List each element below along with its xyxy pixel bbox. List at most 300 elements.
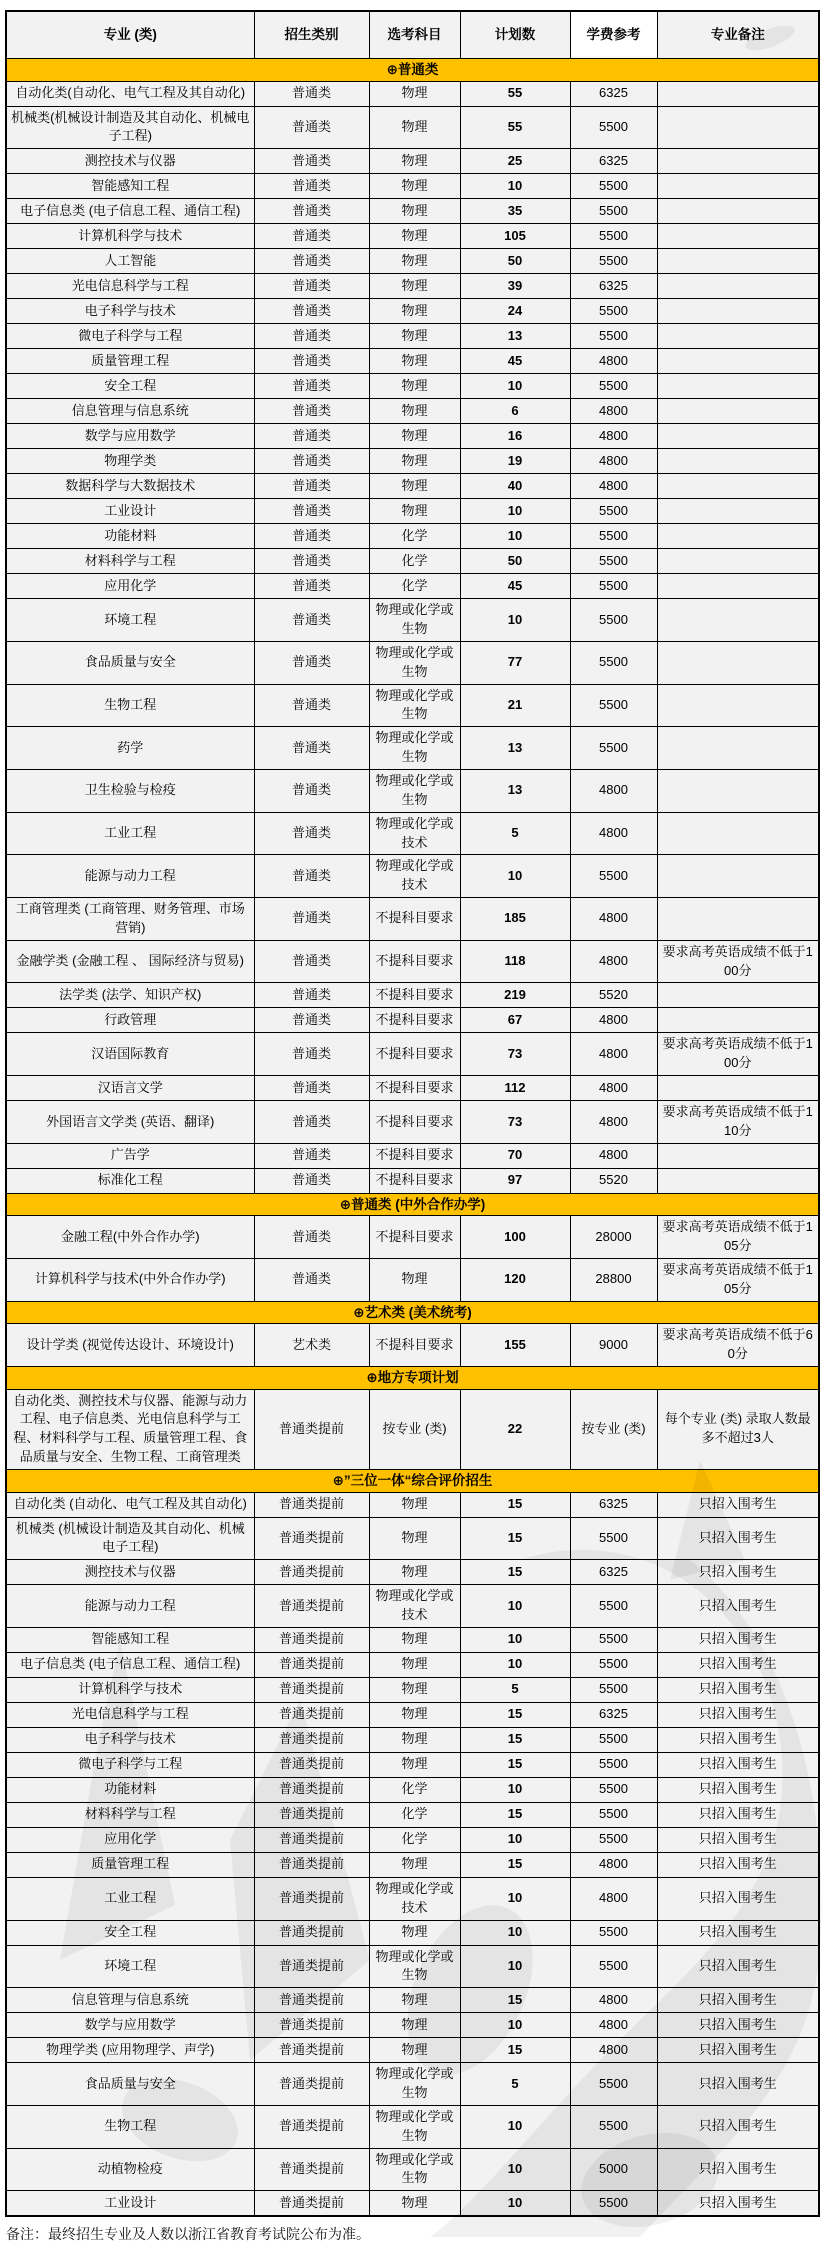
cell-major: 标准化工程 [6, 1168, 254, 1193]
table-header-row [6, 11, 819, 59]
cell-category: 普通类提前 [254, 2148, 369, 2191]
section-header[interactable] [6, 1301, 819, 1324]
cell-subjects: 物理或化学或技术 [369, 855, 460, 898]
table-row [6, 727, 819, 770]
section-header[interactable] [6, 1193, 819, 1216]
cell-subjects: 物理或化学或生物 [369, 2105, 460, 2148]
table-row [6, 106, 819, 149]
cell-plan: 40 [460, 474, 570, 499]
cell-plan: 185 [460, 898, 570, 941]
cell-fee: 5500 [570, 2105, 657, 2148]
cell-note: 只招入围考生 [657, 1877, 819, 1920]
cell-note [657, 449, 819, 474]
cell-major: 光电信息科学与工程 [6, 274, 254, 299]
cell-major: 汉语言文学 [6, 1076, 254, 1101]
cell-plan: 10 [460, 1777, 570, 1802]
cell-plan: 155 [460, 1324, 570, 1367]
cell-note: 只招入围考生 [657, 2038, 819, 2063]
cell-note [657, 1076, 819, 1101]
column-header-subjects: 选考科目 [369, 11, 460, 59]
cell-subjects: 物理 [369, 224, 460, 249]
cell-category: 普通类提前 [254, 1752, 369, 1777]
table-row [6, 2063, 819, 2106]
cell-category: 普通类提前 [254, 2191, 369, 2217]
cell-major: 工商管理类 (工商管理、财务管理、市场营销) [6, 898, 254, 941]
cell-note: 要求高考英语成绩不低于60分 [657, 1324, 819, 1367]
section-title: 普通类 [397, 62, 439, 77]
cell-note: 只招入围考生 [657, 1852, 819, 1877]
cell-fee: 4800 [570, 812, 657, 855]
cell-plan: 5 [460, 1677, 570, 1702]
cell-category: 普通类提前 [254, 1517, 369, 1560]
cell-plan: 15 [460, 2038, 570, 2063]
cell-category: 普通类 [254, 574, 369, 599]
cell-subjects: 物理 [369, 1727, 460, 1752]
cell-note [657, 770, 819, 813]
cell-category: 普通类提前 [254, 2105, 369, 2148]
table-row [6, 1389, 819, 1469]
cell-note: 要求高考英语成绩不低于105分 [657, 1216, 819, 1259]
cell-fee: 4800 [570, 2013, 657, 2038]
cell-subjects: 物理或化学或技术 [369, 1877, 460, 1920]
cell-fee: 6325 [570, 149, 657, 174]
cell-note [657, 727, 819, 770]
cell-note: 只招入围考生 [657, 1777, 819, 1802]
cell-subjects: 物理或化学或生物 [369, 599, 460, 642]
cell-category: 普通类 [254, 1168, 369, 1193]
cell-fee: 5500 [570, 1802, 657, 1827]
cell-plan: 219 [460, 983, 570, 1008]
cell-major: 计算机科学与技术 [6, 1677, 254, 1702]
cell-category: 普通类提前 [254, 1852, 369, 1877]
cell-note [657, 299, 819, 324]
cell-category: 普通类提前 [254, 1877, 369, 1920]
cell-subjects: 不提科目要求 [369, 1076, 460, 1101]
cell-plan: 55 [460, 106, 570, 149]
cell-fee: 4800 [570, 1143, 657, 1168]
cell-subjects: 物理 [369, 274, 460, 299]
cell-category: 普通类提前 [254, 1945, 369, 1988]
cell-subjects: 物理 [369, 1988, 460, 2013]
cell-note: 只招入围考生 [657, 1492, 819, 1517]
table-row [6, 855, 819, 898]
cell-major: 物理学类 (应用物理学、声学) [6, 2038, 254, 2063]
cell-major: 材料科学与工程 [6, 549, 254, 574]
cell-note [657, 474, 819, 499]
cell-fee: 4800 [570, 349, 657, 374]
cell-category: 普通类提前 [254, 1777, 369, 1802]
cell-note [657, 898, 819, 941]
table-row [6, 224, 819, 249]
table-row [6, 1008, 819, 1033]
cell-major: 质量管理工程 [6, 349, 254, 374]
cell-category: 普通类 [254, 424, 369, 449]
table-row [6, 1585, 819, 1628]
section-header[interactable] [6, 1367, 819, 1390]
cell-category: 普通类 [254, 474, 369, 499]
cell-subjects: 物理 [369, 1752, 460, 1777]
cell-plan: 10 [460, 1627, 570, 1652]
section-title: 地方专项计划 [377, 1370, 459, 1385]
cell-category: 普通类 [254, 449, 369, 474]
table-row [6, 983, 819, 1008]
cell-major: 工业工程 [6, 812, 254, 855]
cell-plan: 13 [460, 727, 570, 770]
cell-fee: 4800 [570, 940, 657, 983]
table-row [6, 199, 819, 224]
table-row [6, 324, 819, 349]
cell-subjects: 物理 [369, 399, 460, 424]
cell-subjects: 物理 [369, 349, 460, 374]
table-row [6, 1920, 819, 1945]
cell-fee: 5500 [570, 549, 657, 574]
cell-plan: 24 [460, 299, 570, 324]
table-row [6, 1076, 819, 1101]
column-header-note: 专业备注 [657, 11, 819, 59]
cell-plan: 16 [460, 424, 570, 449]
cell-major: 光电信息科学与工程 [6, 1702, 254, 1727]
cell-plan: 15 [460, 1852, 570, 1877]
cell-major: 应用化学 [6, 574, 254, 599]
cell-category: 普通类 [254, 399, 369, 424]
cell-category: 普通类提前 [254, 2013, 369, 2038]
cell-note: 要求高考英语成绩不低于100分 [657, 1033, 819, 1076]
cell-major: 安全工程 [6, 374, 254, 399]
cell-fee: 5500 [570, 174, 657, 199]
table-row [6, 684, 819, 727]
cell-plan: 15 [460, 1727, 570, 1752]
cell-subjects: 物理 [369, 2191, 460, 2217]
cell-subjects: 物理或化学或生物 [369, 727, 460, 770]
cell-fee: 5500 [570, 249, 657, 274]
cell-note [657, 349, 819, 374]
cell-subjects: 物理 [369, 424, 460, 449]
table-row [6, 1216, 819, 1259]
cell-category: 普通类 [254, 81, 369, 106]
cell-category: 普通类 [254, 1216, 369, 1259]
table-row [6, 249, 819, 274]
cell-subjects: 物理 [369, 1652, 460, 1677]
cell-fee: 5520 [570, 983, 657, 1008]
cell-major: 汉语国际教育 [6, 1033, 254, 1076]
cell-note [657, 599, 819, 642]
cell-fee: 4800 [570, 474, 657, 499]
cell-plan: 45 [460, 574, 570, 599]
cell-plan: 39 [460, 274, 570, 299]
cell-fee: 6325 [570, 274, 657, 299]
cell-plan: 70 [460, 1143, 570, 1168]
table-row [6, 1033, 819, 1076]
cell-major: 药学 [6, 727, 254, 770]
cell-major: 功能材料 [6, 1777, 254, 1802]
cell-note [657, 424, 819, 449]
cell-plan: 10 [460, 524, 570, 549]
cell-subjects: 物理或化学或生物 [369, 1945, 460, 1988]
cell-plan: 22 [460, 1389, 570, 1469]
table-row [6, 1652, 819, 1677]
cell-major: 测控技术与仪器 [6, 1560, 254, 1585]
table-row [6, 812, 819, 855]
cell-subjects: 化学 [369, 1802, 460, 1827]
cell-subjects: 物理 [369, 174, 460, 199]
cell-subjects: 物理或化学或技术 [369, 812, 460, 855]
cell-subjects: 物理 [369, 249, 460, 274]
cell-category: 普通类提前 [254, 1802, 369, 1827]
table-row [6, 399, 819, 424]
cell-fee: 4800 [570, 1101, 657, 1144]
cell-plan: 15 [460, 1802, 570, 1827]
cell-category: 普通类 [254, 499, 369, 524]
cell-note: 只招入围考生 [657, 2063, 819, 2106]
cell-fee: 4800 [570, 1988, 657, 2013]
cell-major: 测控技术与仪器 [6, 149, 254, 174]
cell-major: 自动化类(自动化、电气工程及其自动化) [6, 81, 254, 106]
cell-category: 普通类 [254, 199, 369, 224]
cell-fee: 4800 [570, 1852, 657, 1877]
collapse-toggle-icon[interactable]: ⊕ [386, 62, 398, 77]
cell-fee: 4800 [570, 770, 657, 813]
cell-category: 普通类 [254, 224, 369, 249]
collapse-toggle-icon[interactable]: ⊕ [339, 1196, 352, 1212]
cell-major: 智能感知工程 [6, 1627, 254, 1652]
cell-subjects: 物理或化学或生物 [369, 2063, 460, 2106]
cell-major: 外国语言文学类 (英语、翻译) [6, 1101, 254, 1144]
cell-plan: 21 [460, 684, 570, 727]
cell-category: 普通类 [254, 599, 369, 642]
cell-subjects: 不提科目要求 [369, 940, 460, 983]
cell-subjects: 化学 [369, 574, 460, 599]
admissions-plan-table [5, 10, 820, 2217]
table-row [6, 2038, 819, 2063]
section-header[interactable] [6, 1469, 819, 1492]
cell-plan: 105 [460, 224, 570, 249]
cell-fee: 5500 [570, 855, 657, 898]
cell-subjects: 化学 [369, 549, 460, 574]
cell-category: 普通类 [254, 149, 369, 174]
cell-major: 数学与应用数学 [6, 424, 254, 449]
cell-fee: 4800 [570, 1008, 657, 1033]
cell-category: 普通类 [254, 374, 369, 399]
cell-category: 普通类提前 [254, 1827, 369, 1852]
cell-subjects: 化学 [369, 524, 460, 549]
cell-plan: 118 [460, 940, 570, 983]
cell-note [657, 274, 819, 299]
cell-note [657, 549, 819, 574]
cell-major: 广告学 [6, 1143, 254, 1168]
cell-fee: 6325 [570, 1492, 657, 1517]
table-row [6, 1877, 819, 1920]
cell-plan: 10 [460, 174, 570, 199]
cell-note [657, 812, 819, 855]
cell-plan: 10 [460, 374, 570, 399]
cell-fee: 5500 [570, 574, 657, 599]
cell-plan: 73 [460, 1033, 570, 1076]
cell-plan: 112 [460, 1076, 570, 1101]
cell-subjects: 物理 [369, 1492, 460, 1517]
cell-subjects: 化学 [369, 1777, 460, 1802]
cell-major: 工业设计 [6, 2191, 254, 2217]
cell-category: 普通类 [254, 1033, 369, 1076]
cell-fee: 5500 [570, 1945, 657, 1988]
cell-note [657, 324, 819, 349]
cell-note [657, 106, 819, 149]
cell-major: 工业设计 [6, 499, 254, 524]
cell-plan: 10 [460, 1945, 570, 1988]
cell-major: 微电子科学与工程 [6, 324, 254, 349]
cell-fee: 4800 [570, 1033, 657, 1076]
cell-plan: 15 [460, 1988, 570, 2013]
cell-plan: 10 [460, 2105, 570, 2148]
cell-fee: 4800 [570, 2038, 657, 2063]
cell-note [657, 524, 819, 549]
cell-note: 只招入围考生 [657, 2148, 819, 2191]
cell-fee: 5500 [570, 374, 657, 399]
table-row [6, 499, 819, 524]
cell-major: 生物工程 [6, 684, 254, 727]
table-row [6, 2148, 819, 2191]
cell-note: 要求高考英语成绩不低于105分 [657, 1259, 819, 1302]
cell-fee: 5500 [570, 727, 657, 770]
cell-category: 普通类提前 [254, 1702, 369, 1727]
cell-plan: 15 [460, 1517, 570, 1560]
cell-subjects: 物理 [369, 324, 460, 349]
cell-fee: 4800 [570, 1877, 657, 1920]
cell-major: 环境工程 [6, 1945, 254, 1988]
table-row [6, 1852, 819, 1877]
collapse-toggle-icon[interactable]: ⊕ [353, 1304, 365, 1320]
table-row [6, 1777, 819, 1802]
cell-note: 只招入围考生 [657, 1827, 819, 1852]
table-row [6, 274, 819, 299]
cell-category: 普通类 [254, 299, 369, 324]
cell-plan: 19 [460, 449, 570, 474]
cell-fee: 5500 [570, 2191, 657, 2217]
cell-major: 能源与动力工程 [6, 855, 254, 898]
cell-note: 只招入围考生 [657, 1560, 819, 1585]
cell-subjects: 物理或化学或生物 [369, 2148, 460, 2191]
cell-fee: 4800 [570, 898, 657, 941]
cell-major: 自动化类 (自动化、电气工程及其自动化) [6, 1492, 254, 1517]
cell-major: 设计学类 (视觉传达设计、环境设计) [6, 1324, 254, 1367]
cell-subjects: 不提科目要求 [369, 1008, 460, 1033]
cell-plan: 15 [460, 1560, 570, 1585]
table-row [6, 449, 819, 474]
cell-category: 普通类提前 [254, 1389, 369, 1469]
cell-subjects: 物理 [369, 299, 460, 324]
table-row [6, 1101, 819, 1144]
cell-fee: 5500 [570, 1627, 657, 1652]
section-header-row [6, 1301, 819, 1324]
table-row [6, 524, 819, 549]
cell-plan: 10 [460, 1920, 570, 1945]
cell-plan: 15 [460, 1702, 570, 1727]
cell-note: 只招入围考生 [657, 1988, 819, 2013]
cell-plan: 15 [460, 1492, 570, 1517]
cell-fee: 28800 [570, 1259, 657, 1302]
cell-subjects: 物理 [369, 106, 460, 149]
cell-subjects: 物理或化学或生物 [369, 770, 460, 813]
cell-plan: 10 [460, 1827, 570, 1852]
cell-category: 普通类提前 [254, 2063, 369, 2106]
cell-subjects: 化学 [369, 1827, 460, 1852]
cell-note [657, 1008, 819, 1033]
cell-major: 自动化类、测控技术与仪器、能源与动力工程、电子信息类、光电信息科学与工程、材料科学与工程、质量管理工程、食品质量与安全、生物工程、工商管理类 [6, 1389, 254, 1469]
cell-subjects: 物理或化学或生物 [369, 641, 460, 684]
cell-category: 普通类提前 [254, 1920, 369, 1945]
cell-major: 机械类(机械设计制造及其自动化、机械电子工程) [6, 106, 254, 149]
section-title: 普通类 (中外合作办学) [351, 1196, 486, 1212]
cell-subjects: 不提科目要求 [369, 1216, 460, 1259]
cell-major: 功能材料 [6, 524, 254, 549]
cell-subjects: 物理 [369, 1702, 460, 1727]
cell-fee: 4800 [570, 399, 657, 424]
cell-plan: 67 [460, 1008, 570, 1033]
cell-note [657, 983, 819, 1008]
cell-plan: 10 [460, 2013, 570, 2038]
cell-note: 只招入围考生 [657, 2191, 819, 2217]
cell-fee: 28000 [570, 1216, 657, 1259]
cell-major: 机械类 (机械设计制造及其自动化、机械电子工程) [6, 1517, 254, 1560]
cell-category: 普通类 [254, 1259, 369, 1302]
cell-subjects: 物理 [369, 1517, 460, 1560]
cell-plan: 13 [460, 324, 570, 349]
cell-plan: 13 [460, 770, 570, 813]
cell-category: 普通类提前 [254, 2038, 369, 2063]
cell-major: 计算机科学与技术 [6, 224, 254, 249]
footnote: 备注：最终招生专业及人数以浙江省教育考试院公布为准。 [6, 2226, 370, 2243]
table-row [6, 1702, 819, 1727]
cell-category: 普通类 [254, 274, 369, 299]
cell-subjects: 不提科目要求 [369, 983, 460, 1008]
cell-fee: 5500 [570, 1752, 657, 1777]
cell-plan: 25 [460, 149, 570, 174]
section-header[interactable] [6, 59, 819, 82]
cell-subjects: 物理 [369, 474, 460, 499]
table-row [6, 1727, 819, 1752]
table-row [6, 299, 819, 324]
table-row [6, 599, 819, 642]
table-row [6, 1560, 819, 1585]
cell-category: 普通类 [254, 106, 369, 149]
cell-fee: 5500 [570, 2063, 657, 2106]
cell-plan: 97 [460, 1168, 570, 1193]
section-header-row [6, 1193, 819, 1216]
cell-subjects: 物理 [369, 1560, 460, 1585]
table-row [6, 474, 819, 499]
table-row [6, 1827, 819, 1852]
cell-subjects: 物理 [369, 149, 460, 174]
cell-major: 微电子科学与工程 [6, 1752, 254, 1777]
cell-plan: 10 [460, 499, 570, 524]
cell-category: 普通类 [254, 727, 369, 770]
cell-major: 数据科学与大数据技术 [6, 474, 254, 499]
cell-category: 普通类 [254, 898, 369, 941]
cell-category: 普通类 [254, 1101, 369, 1144]
cell-major: 电子信息类 (电子信息工程、通信工程) [6, 1652, 254, 1677]
cell-subjects: 物理 [369, 1852, 460, 1877]
cell-category: 普通类 [254, 174, 369, 199]
cell-major: 计算机科学与技术(中外合作办学) [6, 1259, 254, 1302]
cell-fee: 9000 [570, 1324, 657, 1367]
cell-note: 只招入围考生 [657, 1652, 819, 1677]
cell-fee: 5500 [570, 1827, 657, 1852]
section-title: ”三位一体“综合评价招生 [343, 1472, 493, 1488]
cell-fee: 5500 [570, 524, 657, 549]
cell-subjects: 不提科目要求 [369, 1168, 460, 1193]
collapse-toggle-icon[interactable]: ⊕ [366, 1370, 378, 1385]
cell-major: 食品质量与安全 [6, 2063, 254, 2106]
collapse-toggle-icon[interactable]: ⊕ [332, 1472, 344, 1488]
